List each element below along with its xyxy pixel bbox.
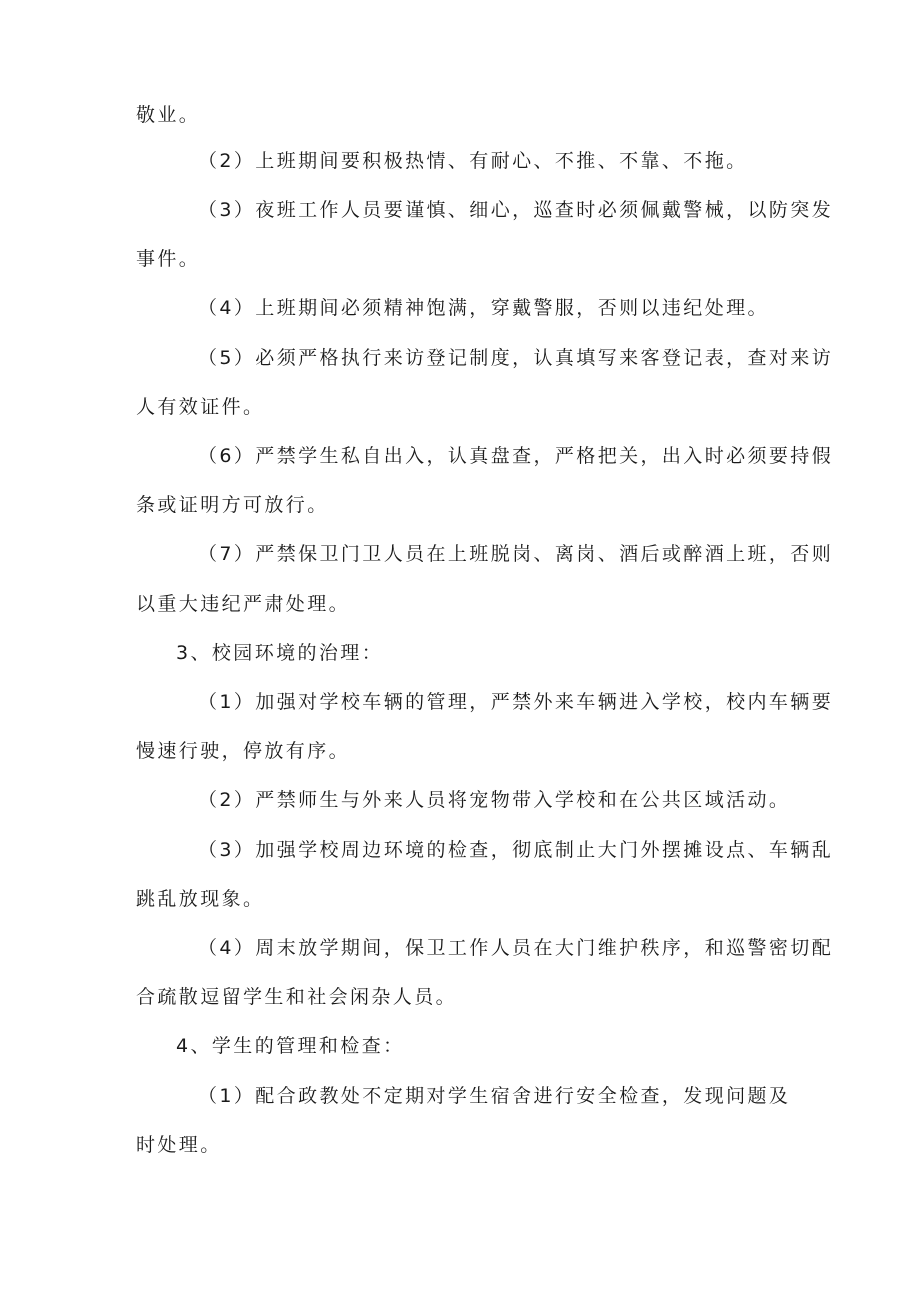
paragraph-line: 人有效证件。 [136,396,265,418]
list-item-line: （4）周末放学期间，保卫工作人员在大门维护秩序，和巡警密切配 [198,937,834,959]
list-item-line: （2）上班期间要积极热情、有耐心、不推、不靠、不拖。 [198,150,748,172]
paragraph-line: 时处理。 [136,1134,222,1156]
section-heading: 4、学生的管理和检查： [176,1035,405,1057]
list-item-line: （3）加强学校周边环境的检查，彻底制止大门外摆摊设点、车辆乱 [198,839,834,861]
list-item-line: （1）加强对学校车辆的管理，严禁外来车辆进入学校，校内车辆要 [198,691,834,713]
list-item-line: （5）必须严格执行来访登记制度，认真填写来客登记表，查对来访 [198,347,834,369]
paragraph-line: 慢速行驶，停放有序。 [136,740,351,762]
paragraph-line: 跳乱放现象。 [136,888,265,910]
paragraph-line: 敬业。 [136,104,201,126]
list-item-line: （1）配合政教处不定期对学生宿舍进行安全检查，发现问题及 [198,1085,791,1107]
section-heading: 3、校园环境的治理： [176,642,384,664]
paragraph-line: 合疏散逗留学生和社会闲杂人员。 [136,986,458,1008]
list-item-line: （6）严禁学生私自出入，认真盘查，严格把关，出入时必须要持假 [198,445,834,467]
list-item-line: （4）上班期间必须精神饱满，穿戴警服，否则以违纪处理。 [198,297,769,319]
paragraph-line: 事件。 [136,248,201,270]
paragraph-line: 条或证明方可放行。 [136,494,329,516]
list-item-line: （2）严禁师生与外来人员将宠物带入学校和在公共区域活动。 [198,789,791,811]
list-item-line: （3）夜班工作人员要谨慎、细心，巡查时必须佩戴警械，以防突发 [198,199,834,221]
list-item-line: （7）严禁保卫门卫人员在上班脱岗、离岗、酒后或醉酒上班，否则 [198,543,834,565]
paragraph-line: 以重大违纪严肃处理。 [136,593,351,615]
